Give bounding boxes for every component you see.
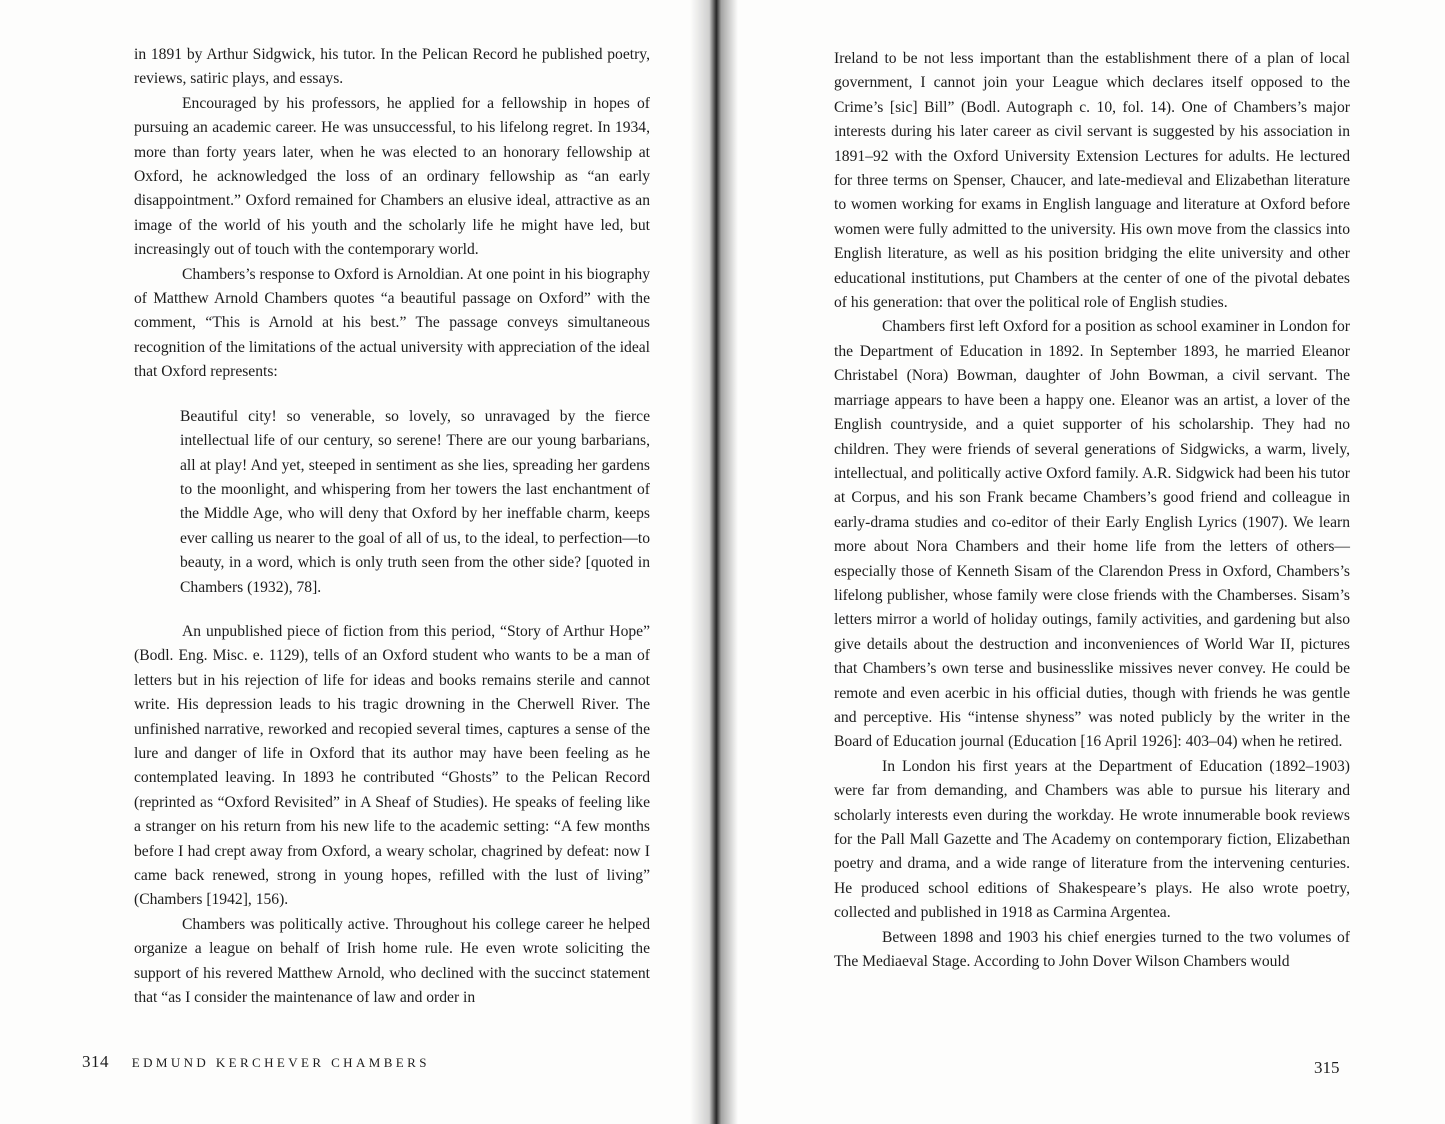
page-number: 314 bbox=[82, 1052, 109, 1071]
paragraph: Ireland to be not less important than the establishment there of a plan of local government, I cannot join your League which declares itself opposed to the Crime’s [sic] Bill” (Bodl. Autograph c. 10, fol. 14). One of Chambers’s major interests during his later career as civil servant is suggested by his association in 1891–92 with the Oxford University Extension Lectures for adults. He lectured for three terms on Spenser, Chaucer, and late-medieval and Elizabethan literature to women working for exams in English language and literature at Oxford before women were fully admitted to the university. His own move from the classics into English literature, as well as his position bridging the elite university and other educational institutions, put Chambers at the center of one of the pivotal debates of his generation: that over the political role of English studies. bbox=[834, 50, 1350, 312]
left-page-text bbox=[134, 43, 650, 1010]
left-page bbox=[0, 0, 716, 1124]
book-gutter-shadow bbox=[690, 0, 738, 1124]
running-head: EDMUND KERCHEVER CHAMBERS bbox=[131, 1055, 430, 1070]
paragraph: Encouraged by his professors, he applied for a fellowship in hopes of pursuing an academic career. He was unsuccessful, to his lifelong regret. In 1934, more than forty years later, when he was elected to an honorary fellowship at Oxford, he acknowledged the loss of an ordinary fellowship as “an early disappointment.” Oxford remained for Chambers an elusive ideal, attractive as an image of the world of his youth and the scholarly life he might have led, but increasingly out of touch with the contemporary world. bbox=[134, 94, 650, 259]
paragraph: Between 1898 and 1903 his chief energies turned to the two volumes of The Mediaeval Stage. According to John Dover Wilson Chambers would bbox=[834, 928, 1350, 971]
paragraph: Chambers first left Oxford for a position as school examiner in London for the Department of Education in 1892. In September 1893, he married Eleanor Christabel (Nora) Bowman, daughter of John Bowman, a civil servant. The marriage appears to have been a happy one. Eleanor was an artist, a lover of the English countryside, and a quiet supporter of his scholarship. They had no children. They were friends of several generations of Sidgwicks, a warm, lively, intellectual, and politically active Oxford family. A.R. Sidgwick had been his tutor at Corpus, and his son Frank became Chambers’s good friend and colleague in early-drama studies and co-editor of their Early English Lyrics (1907). We learn more about Nora Chambers and their home life from the letters of others—especially those of Kenneth Sisam of the Clarendon Press in Oxford, Chambers’s lifelong publisher, whose family were close friends with the Chamberses. Sisam’s letters mirror a world of holiday outings, family activities, and gardening but also give details about the destruction and inconveniences of World War II, pictures that Chambers’s own terse and businesslike missives never convey. He could be remote and even acerbic in his official duties, though with friends he was gentle and perceptive. His “intense shyness” was noted publicly by the writer in the Board of Education journal (Education [16 April 1926]: 403–04) when he retired. bbox=[834, 318, 1350, 751]
right-page bbox=[724, 0, 1445, 1124]
page-number: 315 bbox=[1314, 1058, 1340, 1077]
paragraph: An unpublished piece of fiction from this period, “Story of Arthur Hope” (Bodl. Eng. Misc. e. 1129), tells of an Oxford student who wants to be a man of letters but in his rejection of life for ideas and books remains sterile and cannot write. His depression leads to his tragic drowning in the Cherwell River. The unfinished narrative, reworked and recopied several times, captures a sense of the lure and danger of life in Oxford that its author may have been feeling as he contemplated leaving. In 1893 he contributed “Ghosts” to the Pelican Record (reprinted as “Oxford Revisited” in A Sheaf of Studies). He speaks of feeling like a stranger on his return from his new life to the academic setting: “A few months before I had crept away from Oxford, a weary scholar, chagrined by defeat: now I came back renewed, strong in young hopes, refilled with the lust of living” (Chambers [1942], 156). bbox=[134, 622, 650, 909]
paragraph: Chambers was politically active. Throughout his college career he helped organize a league on behalf of Irish home rule. He even wrote soliciting the support of his revered Matthew Arnold, who declined with the succinct statement that “as I consider the maintenance of law and order in bbox=[134, 915, 650, 1007]
block-quote: Beautiful city! so venerable, so lovely, so unravaged by the fierce intellectual life of our century, so serene! There are our young barbarians, all at play! And yet, steeped in sentiment as she lies, spreading her gardens to the moonlight, and whispering from her towers the last enchantment of the Middle Age, who will deny that Oxford by her ineffable charm, keeps ever calling us nearer to the goal of all of us, to the ideal, to perfection—to beauty, in a word, which is only truth seen from the other side? [quoted in Chambers (1932), 78]. bbox=[180, 407, 650, 596]
paragraph: In London his first years at the Department of Education (1892–1903) were far from demanding, and Chambers was able to pursue his literary and scholarly interests even during the workday. He wrote innumerable book reviews for the Pall Mall Gazette and The Academy on contemporary fiction, Elizabethan poetry and drama, and a wide range of literature from the intervening centuries. He produced school editions of Shakespeare’s plays. He also wrote poetry, collected and published in 1918 as Carmina Argentea. bbox=[834, 757, 1350, 922]
left-page-footer bbox=[82, 1052, 430, 1072]
paragraph: in 1891 by Arthur Sidgwick, his tutor. In the Pelican Record he published poetry, reviews, satiric plays, and essays. bbox=[134, 46, 650, 88]
paragraph: Chambers’s response to Oxford is Arnoldian. At one point in his biography of Matthew Arnold Chambers quotes “a beautiful passage on Oxford” with the comment, “This is Arnold at his best.” The passage conveys simultaneous recognition of the limitations of the actual university with appreciation of the ideal that Oxford represents: bbox=[134, 265, 650, 381]
right-page-text bbox=[834, 47, 1350, 974]
